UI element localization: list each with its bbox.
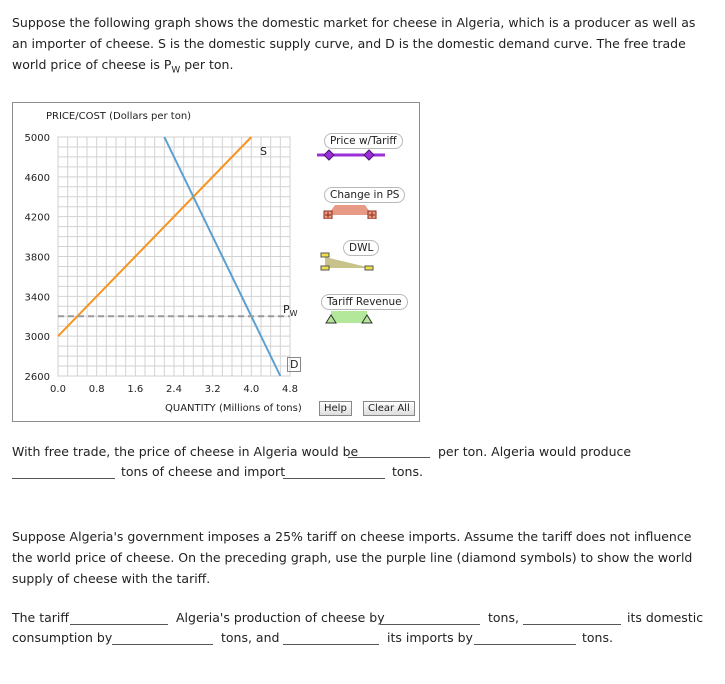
change-in-ps-label: Change in PS [324,187,405,203]
y-tick-label: 3000 [24,332,50,344]
y-axis-title: PRICE/COST (Dollars per ton) [46,111,192,122]
x-tick-label: 2.4 [166,384,182,395]
pw-symbol: $P_W$ [163,57,181,76]
graph-grid [58,137,290,376]
q3-text-f: tons, and [221,630,280,645]
world-price-label: $P_W$ [283,303,298,319]
y-tick-label: 2600 [24,372,50,383]
intro-text: Suppose the following graph shows the domestic market for cheese in Algeria, which is a producer as well as an importer of cheese. S is the domestic supply curve, and D is the domestic demand curve. The free trade world price of cheese is [12,15,696,72]
intro-tail: per ton. [180,57,234,72]
q2-paragraph: Suppose Algeria's government imposes a 25% tariff on cheese imports. Assume the tariff does not influence the world price of cheese. On the preceding graph, use the purple line (diamond symbols) to show the world supply of cheese with the tariff. [12,529,693,586]
consumption-change-input[interactable] [112,644,213,645]
dwl-tool[interactable] [319,247,379,273]
q3-text-c: tons, [488,610,519,625]
domestic-production-input[interactable] [12,478,115,479]
imports-change-input[interactable] [474,644,576,645]
tariff-revenue-tool[interactable] [319,309,379,325]
q3-text-e: consumption by [12,630,113,645]
price-with-tariff-tool[interactable] [315,148,387,162]
free-trade-price-input[interactable] [348,457,430,458]
supply-curve-label: S [260,145,267,158]
q3-text-d: its domestic [627,610,704,625]
y-tick-label: 3400 [24,292,50,304]
diamond-icon [364,150,374,160]
x-axis-title: QUANTITY (Millions of tons) [165,403,302,414]
intro-paragraph [12,12,712,82]
x-tick-label: 3.2 [204,384,221,395]
tariff-effect-consumption-select[interactable] [523,624,621,625]
diamond-icon [324,150,334,160]
q1-text-d: tons. [392,464,423,479]
help-button[interactable]: Help [319,401,352,416]
q1-text-a: With free trade, the price of cheese in Algeria would be [12,444,359,459]
production-change-input[interactable] [380,624,480,625]
x-tick-label: 1.6 [127,384,144,395]
y-tick-label: 3800 [24,252,50,264]
q3-text-h: tons. [582,630,613,645]
x-tick-label: 4.0 [243,384,260,395]
x-tick-label: 0.8 [88,384,105,395]
handle-icon [321,266,329,270]
q3-text-b: Algeria's production of cheese by [176,610,385,625]
dwl-label: DWL [343,240,379,256]
demand-curve-label: D [287,357,301,372]
handle-icon [365,266,373,270]
tariff-effect-imports-select[interactable] [283,644,379,645]
q3-text-g: its imports by [387,630,473,645]
change-in-ps-tool[interactable] [321,201,377,219]
tariff-revenue-label: Tariff Revenue [321,294,408,310]
handle-icon [321,253,329,257]
y-tick-label: 4200 [24,212,50,224]
tariff-effect-production-select[interactable] [70,624,168,625]
y-tick-label: 4600 [24,172,50,184]
q1-text-c: tons of cheese and import [121,464,286,479]
x-tick-label: 0.0 [50,384,66,395]
q1-text-b: per ton. Algeria would produce [438,444,632,459]
price-with-tariff-label: Price w/Tariff [324,133,403,149]
graph-panel [12,102,420,422]
y-tick-label: 5000 [24,133,50,144]
imports-input[interactable] [283,478,385,479]
clear-all-button[interactable]: Clear All [363,401,415,416]
x-tick-label: 4.8 [282,384,298,395]
q3-text-a: The tariff [12,610,70,625]
